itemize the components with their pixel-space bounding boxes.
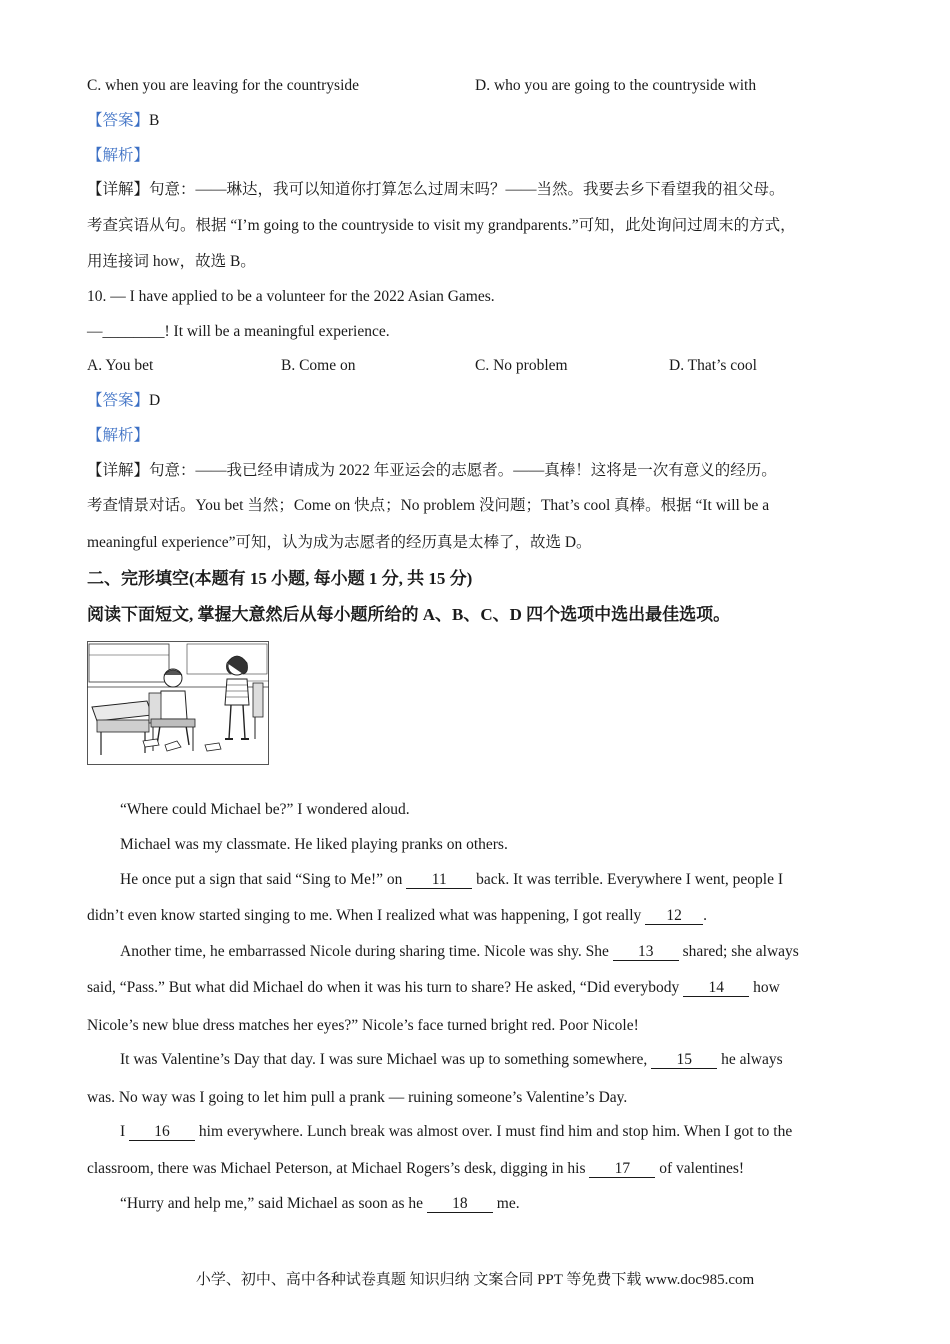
q9-detail-text-1: 句意：——琳达，我可以知道你打算怎么过周末吗？——当然。我要去乡下看望我的祖父母。 (149, 181, 785, 198)
passage-paragraph: Nicole’s new blue dress matches her eyes?” Nicole’s face turned bright red. Poor Nicole! (87, 1017, 639, 1034)
q9-answer-line (87, 111, 159, 131)
blank-11: 11 (406, 872, 472, 889)
classroom-illustration (87, 641, 269, 765)
q10-option-a: A. You bet (87, 357, 154, 374)
q9-analysis-tag: 【解析】 (87, 147, 150, 164)
passage-text: “Hurry and help me,” said Michael as soon as he (120, 1195, 427, 1212)
q10-option-b: B. Come on (281, 357, 356, 374)
q10-detail-line-3: meaningful experience”可知，认为成为志愿者的经历真是太棒了，故选 D。 (87, 534, 592, 551)
passage-line (120, 870, 783, 890)
q10-reply: —________! It will be a meaningful experience. (87, 323, 390, 340)
passage-text: back. It was terrible. Everywhere I went, people I (472, 871, 783, 888)
passage-line (87, 1159, 744, 1179)
passage-line (87, 978, 780, 998)
passage-text: said, “Pass.” But what did Michael do when it was his turn to share? He asked, “Did everybody (87, 979, 684, 996)
q9-detail-line-3: 用连接词 how，故选 B。 (87, 253, 256, 270)
q10-detail-line-2: 考查情景对话。You bet 当然；Come on 快点；No problem 没问题；That’s cool 真棒。根据 “It will be a (87, 497, 770, 514)
q10-detail-text-1: 句意：——我已经申请成为 2022 年亚运会的志愿者。——真棒！这将是一次有意义的经历。 (149, 462, 777, 479)
passage-line (120, 1050, 783, 1070)
passage-paragraph: Michael was my classmate. He liked playing pranks on others. (120, 836, 508, 853)
q9-detail-line-1 (87, 180, 785, 200)
blank-16: 16 (129, 1124, 195, 1141)
q10-option-d: D. That’s cool (669, 357, 757, 374)
passage-text: him everywhere. Lunch break was almost over. I must find him and stop him. When I got to the (195, 1123, 793, 1140)
passage-text: He once put a sign that said “Sing to Me!” on (120, 871, 407, 888)
q9-detail-line-2: 考查宾语从句。根据 “I’m going to the countryside to visit my grandparents.”可知，此处询问过周末的方式， (87, 217, 796, 234)
passage-paragraph: “Where could Michael be?” I wondered aloud. (120, 801, 410, 818)
q10-option-c: C. No problem (475, 357, 568, 374)
q9-answer: B (149, 112, 160, 129)
q10-analysis-tag: 【解析】 (87, 427, 150, 444)
q9-option-c: C. when you are leaving for the countryside (87, 77, 360, 94)
passage-text: he always (717, 1051, 783, 1068)
blank-12: 12 (645, 908, 703, 925)
blank-14: 14 (683, 980, 749, 997)
section-heading: 二、完形填空(本题有 15 小题, 每小题 1 分, 共 15 分) (87, 569, 473, 588)
passage-text: It was Valentine’s Day that day. I was sure Michael was up to something somewhere, (120, 1051, 652, 1068)
q10-detail-line-1 (87, 461, 777, 481)
answer-tag: 【答案】 (87, 392, 150, 409)
passage-line (87, 906, 707, 926)
answer-tag: 【答案】 (87, 112, 150, 129)
q9-option-d: D. who you are going to the countryside with (475, 77, 757, 94)
blank-17: 17 (589, 1161, 655, 1178)
passage-line (120, 1122, 792, 1142)
passage-text: didn’t even know started singing to me. When I realized what was happening, I got really (87, 907, 646, 924)
passage-text: classroom, there was Michael Peterson, at Michael Rogers’s desk, digging in his (87, 1160, 590, 1177)
detail-tag: 【详解】 (87, 462, 150, 479)
q10-stem: 10. — I have applied to be a volunteer for the 2022 Asian Games. (87, 288, 495, 305)
passage-text: how (749, 979, 780, 996)
passage-line (120, 942, 799, 962)
blank-18: 18 (427, 1196, 493, 1213)
passage-text: Another time, he embarrassed Nicole during sharing time. Nicole was shy. She (120, 943, 613, 960)
passage-text: I (120, 1123, 130, 1140)
blank-15: 15 (651, 1052, 717, 1069)
passage-text: . (703, 907, 708, 924)
detail-tag: 【详解】 (87, 181, 150, 198)
blank-13: 13 (613, 944, 679, 961)
passage-paragraph: was. No way was I going to let him pull a prank — ruining someone’s Valentine’s Day. (87, 1089, 628, 1106)
section-instruction: 阅读下面短文, 掌握大意然后从每小题所给的 A、B、C、D 四个选项中选出最佳选项。 (87, 605, 731, 624)
passage-text: me. (492, 1195, 520, 1212)
page-footer: 小学、初中、高中各种试卷真题 知识归纳 文案合同 PPT 等免费下载 www.doc985.com (195, 1272, 755, 1288)
passage-line (120, 1194, 520, 1214)
passage-text: shared; she always (678, 943, 799, 960)
q10-answer: D (149, 392, 161, 409)
passage-text: of valentines! (655, 1160, 745, 1177)
q10-answer-line (87, 391, 160, 411)
